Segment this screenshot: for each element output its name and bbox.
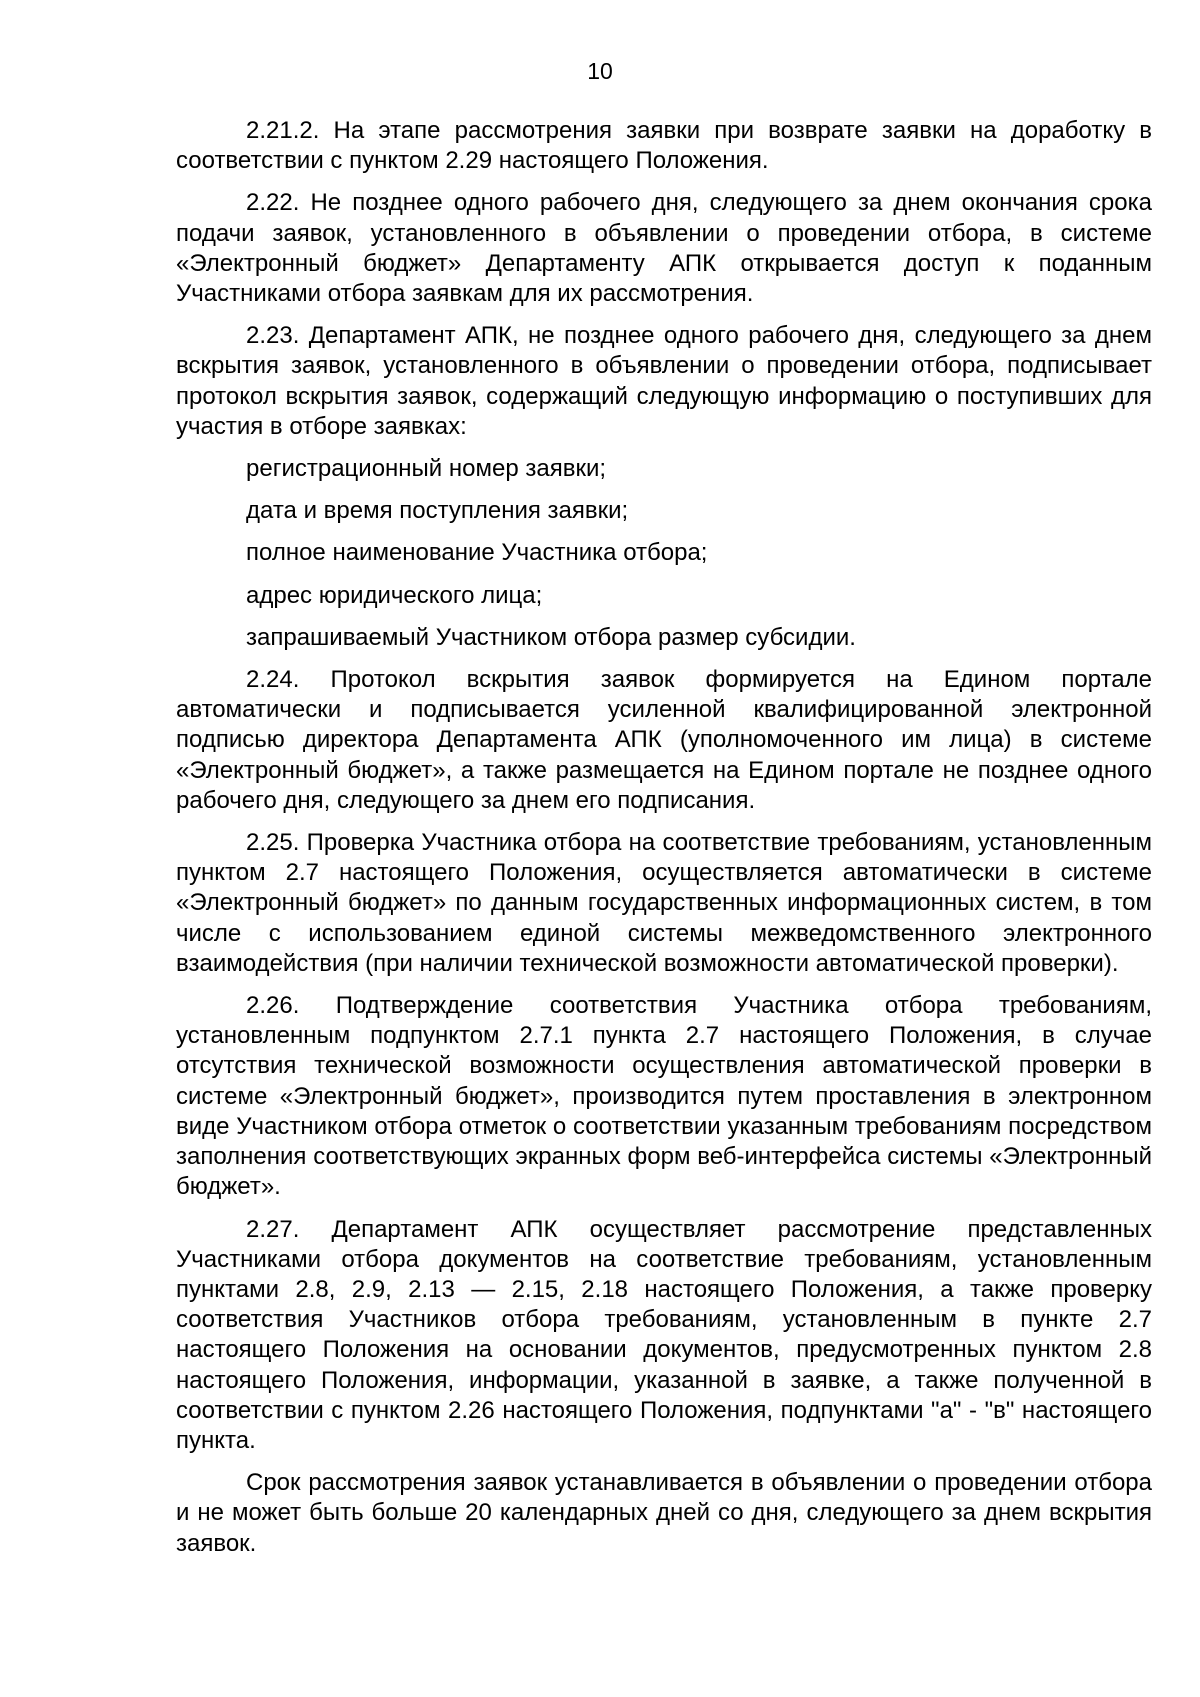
list-item-full-name: полное наименование Участника отбора; (246, 539, 708, 567)
list-item-subsidy-amount: запрашиваемый Участником отбора размер субсидии. (246, 623, 856, 651)
paragraph-2-23: 2.23. Департамент АПК, не позднее одного рабочего дня, следующего за днем вскрытия заявок, установленного в объявлении о проведении отбора, подписывает протокол вскрытия заявок, содержащий следующую информацию о поступивших для участия в отборе заявках: (176, 322, 1152, 440)
paragraph-2-26: 2.26. Подтверждение соответствия Участника отбора требованиям, установленным подпунктом 2.7.1 пункта 2.7 настоящего Положения, в случае отсутствия технической возможности осуществления автоматической проверки в системе «Электронный бюджет», производится путем проставления в электронном виде Участником отбора отметок о соответствии указанным требованиям посредством заполнения соответствующих экранных форм веб-интерфейса системы «Электронный бюджет». (176, 992, 1152, 1201)
paragraph-2-22: 2.22. Не позднее одного рабочего дня, следующего за днем окончания срока подачи заявок, установленного в объявлении о проведении отбора, в системе «Электронный бюджет» Департаменту АПК открывается доступ к поданным Участниками отбора заявкам для их рассмотрения. (176, 189, 1152, 308)
paragraph-2-25: 2.25. Проверка Участника отбора на соответствие требованиям, установленным пунктом 2.7 настоящего Положения, осуществляется автоматически в системе «Электронный бюджет» по данным государственных информационных систем, в том числе с использованием единой системы межведомственного электронного взаимодействия (при наличии технической возможности автоматической проверки). (176, 829, 1152, 977)
paragraph-2-21-2: 2.21.2. На этапе рассмотрения заявки при возврате заявки на доработку в соответствии с пунктом 2.29 настоящего Положения. (176, 117, 1152, 175)
list-item-registration-number: регистрационный номер заявки; (246, 455, 607, 483)
paragraph-2-27: 2.27. Департамент АПК осуществляет рассмотрение представленных Участниками отбора документов на соответствие требованиям, установленным пунктами 2.8, 2.9, 2.13 — 2.15, 2.18 настоящего Положения, а также проверку соответствия Участников отбора требованиям, установленным в пункте 2.7 настоящего Положения на основании документов, предусмотренных пунктом 2.8 настоящего Положения, информации, указанной в заявке, а также полученной в соответствии с пунктом 2.26 настоящего Положения, подпунктами "а" - "в" настоящего пункта. (176, 1215, 1152, 1454)
page-number: 10 (587, 58, 613, 84)
paragraph-review-period: Срок рассмотрения заявок устанавливается в объявлении о проведении отбора и не может быть больше 20 календарных дней со дня, следующего за днем вскрытия заявок. (176, 1469, 1152, 1557)
paragraph-2-24: 2.24. Протокол вскрытия заявок формируется на Едином портале автоматически и подписывается усиленной квалифицированной электронной подписью директора Департамента АПК (уполномоченного им лица) в системе «Электронный бюджет», а также размещается на Едином портале не позднее одного рабочего дня, следующего за днем его подписания. (176, 666, 1152, 814)
list-item-legal-address: адрес юридического лица; (246, 581, 543, 609)
list-item-date-time: дата и время поступления заявки; (246, 497, 629, 525)
document-body (176, 116, 1152, 1571)
